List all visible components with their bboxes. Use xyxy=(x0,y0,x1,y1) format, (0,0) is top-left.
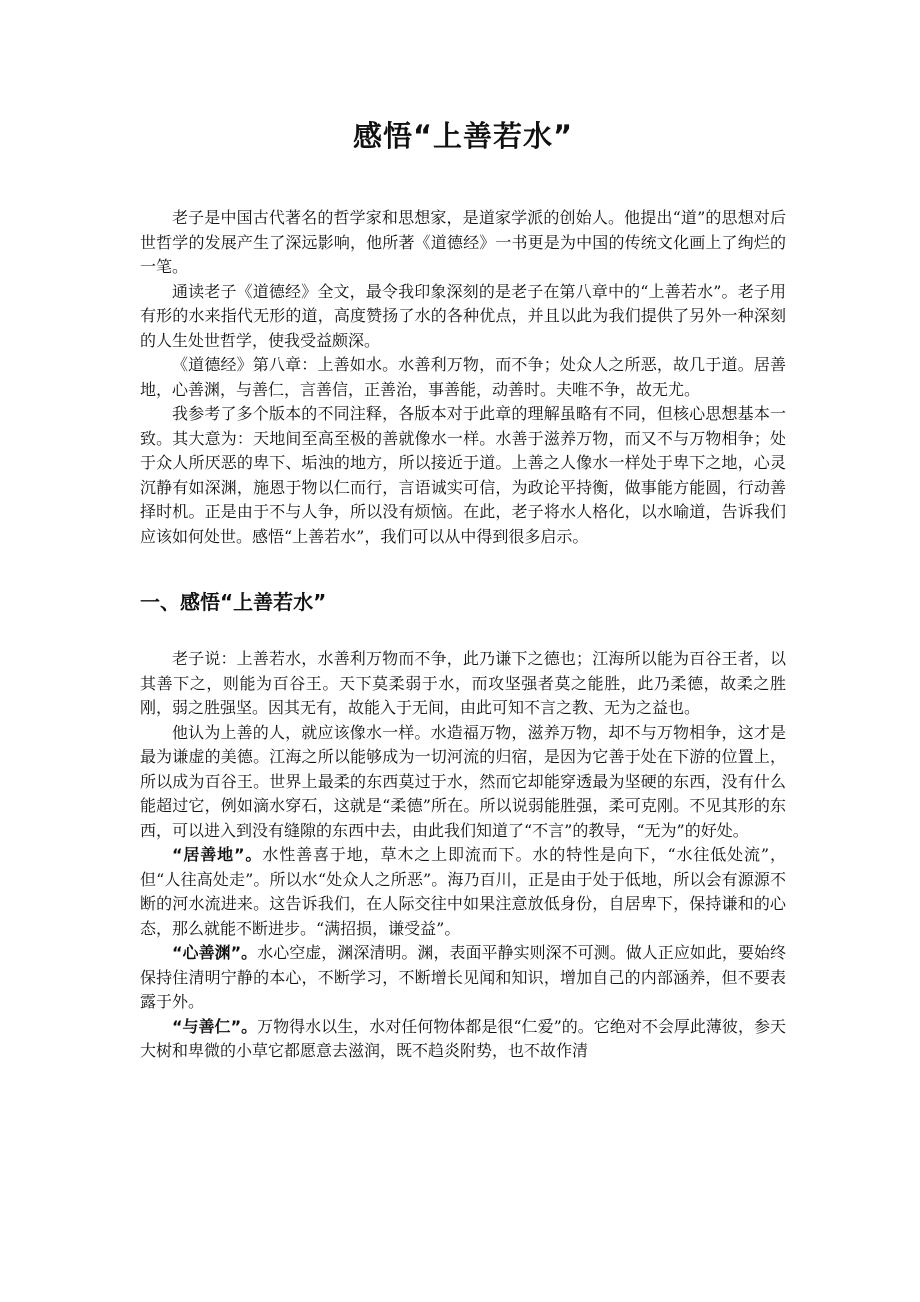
section-paragraph: 老子说：上善若水，水善利万物而不争，此乃谦下之德也；江海所以能为百谷王者，以其善下之，则能为百谷王。天下莫柔弱于水，而攻坚强者莫之能胜，此乃柔德，故柔之胜刚，弱之胜强坚。因其无有，故能入于无间，由此可知不言之教、无为之益也。 xyxy=(140,649,786,717)
document-title: 感悟“上善若水” xyxy=(352,119,574,153)
intro-paragraph: 通读老子《道德经》全文，最令我印象深刻的是老子在第八章中的“上善若水”。老子用有形的水来指代无形的道，高度赞扬了水的各种优点，并且以此为我们提供了另外一种深刻的人生处世哲学，使我受益颇深。 xyxy=(140,281,786,350)
virtue-lead: “与善仁”。 xyxy=(172,1016,258,1036)
section-body xyxy=(140,647,786,1064)
virtue-paragraph xyxy=(140,843,786,941)
virtue-lead: “居善地”。 xyxy=(172,845,263,864)
section-paragraph: 他认为上善的人，就应该像水一样。水造福万物，滋养万物，却不与万物相争，这才是最为谦虚的美德。江海之所以能够成为一切河流的归宿，是因为它善于处在下游的位置上，所以成为百谷王。世界上最柔的东西莫过于水，然而它却能穿透最为坚硬的东西，没有什么能超过它，例如滴水穿石，这就是“柔德”所在。所以说弱能胜强，柔可克刚。不见其形的东西，可以进入到没有缝隙的东西中去，由此我们知道了“不言”的教导，“无为”的好处。 xyxy=(140,722,786,840)
intro-paragraph: 《道德经》第八章：上善如水。水善利万物，而不争；处众人之所恶，故几于道。居善地，心善渊，与善仁，言善信，正善治，事善能，动善时。夫唯不争，故无尤。 xyxy=(140,355,786,399)
intro-section xyxy=(140,206,786,549)
document-page xyxy=(140,0,786,1064)
virtue-text: 水心空虚，渊深清明。渊，表面平静实则深不可测。做人正应如此，要始终保持住清明宁静的本心，不断学习，不断增长见闻和知识，增加自己的内部涵养，但不要表露于外。 xyxy=(140,943,786,1011)
intro-paragraph: 我参考了多个版本的不同注释，各版本对于此章的理解虽略有不同，但核心思想基本一致。其大意为：天地间至高至极的善就像水一样。水善于滋养万物，而又不与万物相争；处于众人所厌恶的卑下、垢浊的地方，所以接近于道。上善之人像水一样处于卑下之地，心灵沉静有如深渊，施恩于物以仁而行，言语诚实可信，为政论平持衡，做事能方能圆，行动善择时机。正是由于不与人争，所以没有烦恼。在此，老子将水人格化，以水喻道，告诉我们应该如何处世。感悟“上善若水”，我们可以从中得到很多启示。 xyxy=(140,404,786,546)
virtue-paragraph xyxy=(140,1015,786,1064)
section-heading: 一、感悟“上善若水” xyxy=(140,590,327,614)
intro-paragraph: 老子是中国古代著名的哲学家和思想家，是道家学派的创始人。他提出“道”的思想对后世哲学的发展产生了深远影响，他所著《道德经》一书更是为中国的传统文化画上了绚烂的一笔。 xyxy=(140,208,786,276)
virtue-text: 万物得水以生，水对任何物体都是很“仁爱”的。它绝对不会厚此薄彼，参天大树和卑微的小草它都愿意去滋润，既不趋炎附势，也不故作清 xyxy=(140,1016,786,1060)
virtue-text: 水性善喜于地，草木之上即流而下。水的特性是向下，“水往低处流”，但“人往高处走”。所以水“处众人之所恶”。海乃百川，正是由于处于低地，所以会有源源不断的河水流进来。这告诉我们，在人际交往中如果注意放低身份，自居卑下，保持谦和的心态，那么就能不断进步。“满招损，谦受益”。 xyxy=(140,845,786,938)
virtue-paragraph xyxy=(140,941,786,1015)
virtue-lead: “心善渊”。 xyxy=(172,943,258,962)
